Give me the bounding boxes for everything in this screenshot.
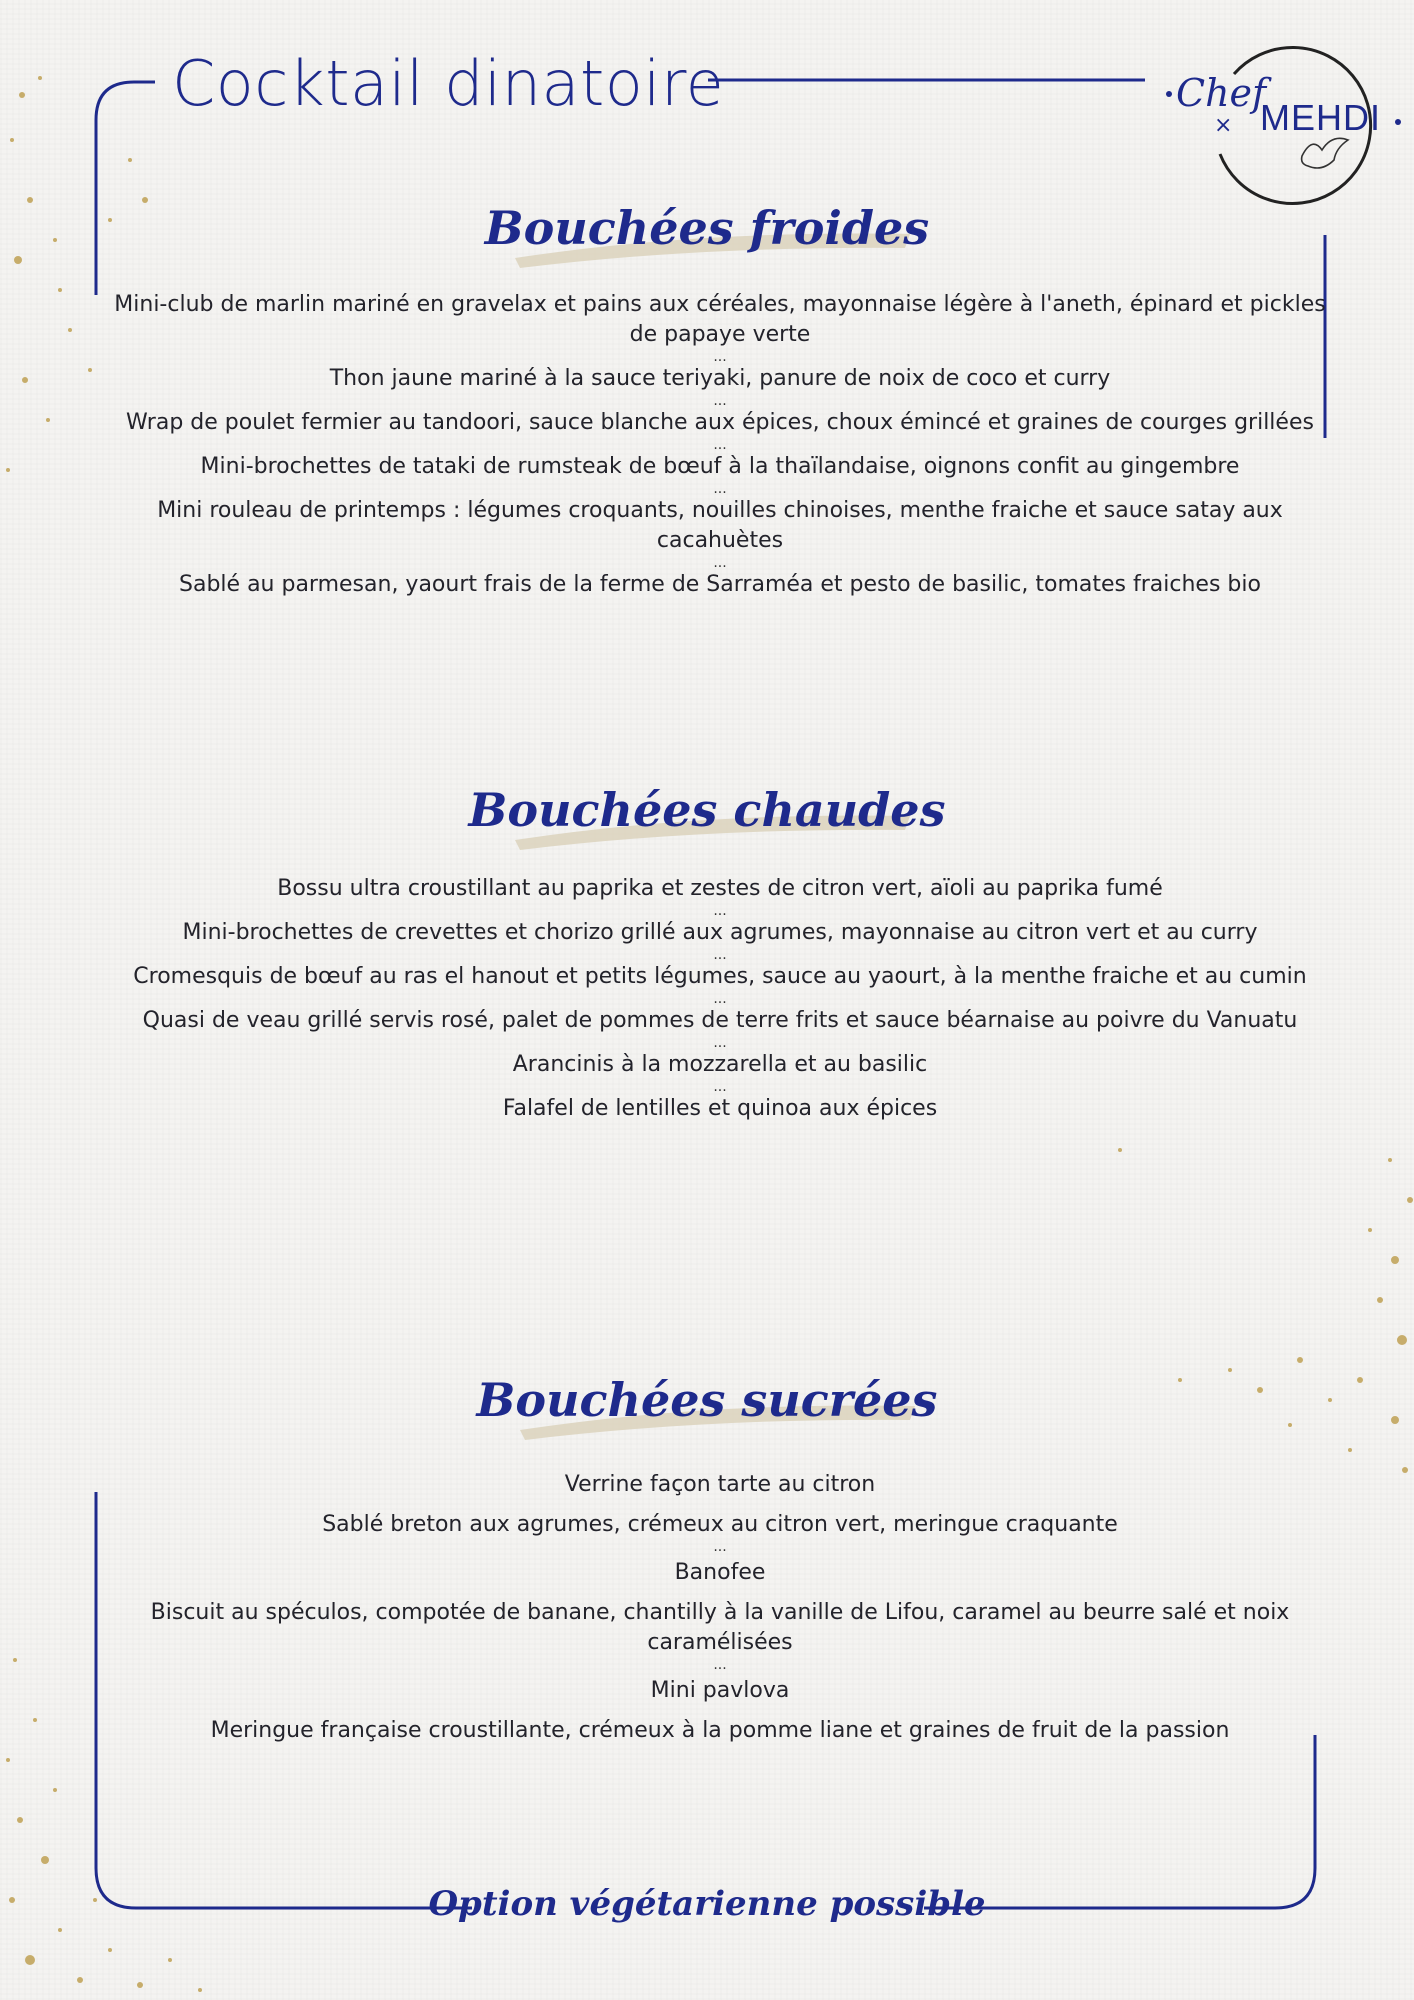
separator: ... — [713, 1035, 727, 1051]
separator: ... — [713, 903, 727, 919]
separator: ... — [713, 481, 727, 497]
separator: ... — [713, 555, 727, 571]
menu-item: Bossu ultra croustillant au paprika et zestes de citron vert, aïoli au paprika fumé — [277, 876, 1163, 901]
vegetarian-option-note: Option végétarienne possible — [428, 1884, 986, 1924]
separator: ... — [713, 1539, 727, 1555]
menu-list-chaudes — [100, 874, 1340, 1124]
section-title-sucrees: Bouchées sucrées — [476, 1373, 938, 1427]
menu-item: Mini-brochettes de crevettes et chorizo grillé aux agrumes, mayonnaise au citron vert et au curry — [182, 920, 1258, 945]
dessert-name: Verrine façon tarte au citron — [564, 1472, 876, 1497]
separator: ... — [713, 1079, 727, 1095]
separator: ... — [713, 393, 727, 409]
dessert-description: Meringue française croustillante, crémeux à la pomme liane et graines de fruit de la passion — [210, 1718, 1230, 1743]
menu-item: Cromesquis de bœuf au ras el hanout et petits légumes, sauce au yaourt, à la menthe fraiche et au cumin — [133, 964, 1307, 989]
separator: ... — [713, 437, 727, 453]
section-title-chaudes: Bouchées chaudes — [468, 783, 946, 837]
separator: ... — [713, 991, 727, 1007]
menu-list-froides — [100, 290, 1340, 600]
menu-item: Arancinis à la mozzarella et au basilic — [512, 1052, 928, 1077]
separator: ... — [713, 1657, 727, 1673]
menu-item: Thon jaune mariné à la sauce teriyaki, panure de noix de coco et curry — [329, 366, 1111, 391]
menu-list-sucrees — [100, 1470, 1340, 1746]
menu-item: Mini-brochettes de tataki de rumsteak de bœuf à la thaïlandaise, oignons confit au gingembre — [200, 454, 1240, 479]
menu-item: Sablé au parmesan, yaourt frais de la ferme de Sarraméa et pesto de basilic, tomates fraiches bio — [179, 572, 1261, 597]
dessert-description: Sablé breton aux agrumes, crémeux au citron vert, meringue craquante — [322, 1512, 1118, 1537]
chef-mehdi-logo — [1162, 36, 1402, 216]
menu-item: Quasi de veau grillé servis rosé, palet de pommes de terre frits et sauce béarnaise au poivre du Vanuatu — [142, 1008, 1298, 1033]
dessert-description: Biscuit au spéculos, compotée de banane, chantilly à la vanille de Lifou, caramel au beurre salé et noix caramélisées — [150, 1600, 1290, 1655]
section-title-froides: Bouchées froides — [484, 201, 930, 255]
logo-chef-text: Chef — [1176, 71, 1267, 115]
menu-item: Wrap de poulet fermier au tandoori, sauce blanche aux épices, choux émincé et graines de courges grillées — [126, 410, 1314, 435]
separator: ... — [713, 947, 727, 963]
page-title: Cocktail dinatoire — [172, 47, 725, 120]
dessert-name: Banofee — [674, 1560, 766, 1585]
dessert-name: Mini pavlova — [650, 1678, 790, 1703]
svg-text:×: × — [1214, 113, 1233, 138]
menu-item: Mini rouleau de printemps : légumes croquants, nouilles chinoises, menthe fraiche et sauce satay aux cacahuètes — [157, 498, 1283, 553]
separator: ... — [713, 349, 727, 365]
logo-mehdi-text: MEHDI — [1260, 97, 1381, 138]
menu-item: Falafel de lentilles et quinoa aux épices — [502, 1096, 938, 1121]
menu-item: Mini-club de marlin mariné en gravelax et pains aux céréales, mayonnaise légère à l'aneth, épinard et pickles de papaye verte — [114, 292, 1326, 347]
